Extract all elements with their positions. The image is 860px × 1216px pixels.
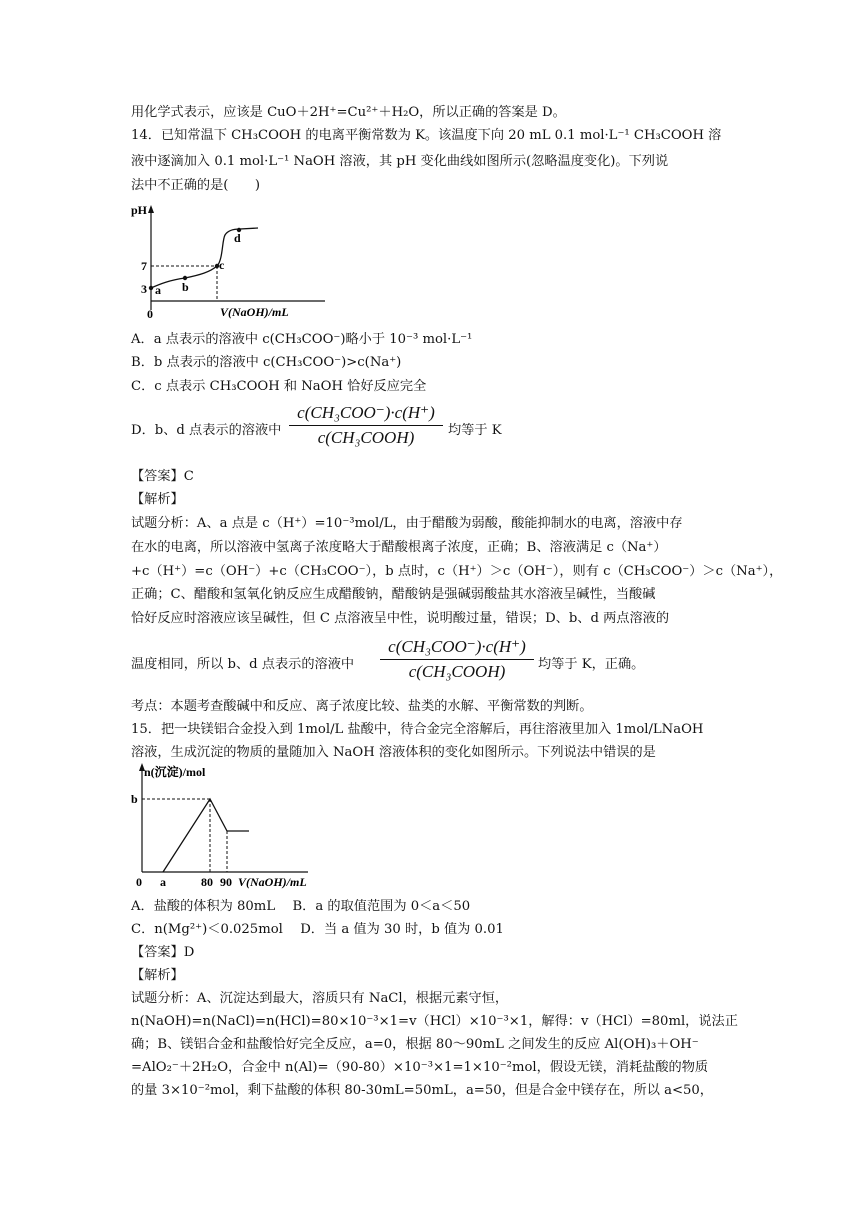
- point-label-d: d: [234, 231, 241, 245]
- formula-denominator: c(CH₃COOH): [317, 428, 415, 447]
- analysis-heading: 【解析】: [131, 968, 184, 983]
- formula-denominator: c(CH₃COOH): [408, 662, 506, 681]
- ph-titration-graph: [130, 200, 330, 325]
- tick-a: a: [160, 875, 166, 889]
- question-14-text: 法中不正确的是( ): [131, 178, 260, 193]
- analysis-text: 恰好反应时溶液应该呈碱性，但 C 点溶液呈中性，说明酸过量，错误；D、b、d 两点溶液的: [131, 611, 670, 626]
- tick-90: 90: [220, 875, 232, 889]
- option-a: A．a 点表示的溶液中 c(CH₃COO⁻)略小于 10⁻³ mol·L⁻¹: [131, 332, 473, 347]
- text-line: 用化学式表示，应该是 CuO＋2H⁺=Cu²⁺＋H₂O，所以正确的答案是 D。: [131, 105, 566, 120]
- x-axis-label: V(NaOH)/mL: [238, 875, 307, 889]
- point-label-c: c: [219, 258, 225, 272]
- formula-numerator: c(CH₃COO⁻)·c(H⁺): [388, 637, 526, 656]
- option-c: C．c 点表示 CH₃COOH 和 NaOH 恰好反应完全: [131, 379, 427, 394]
- question-14-text: 14．已知常温下 CH₃COOH 的电离平衡常数为 K。该温度下向 20 mL 0.1 mol·L⁻¹ CH₃COOH 溶: [131, 128, 722, 143]
- analysis-text: 的量 3×10⁻²mol，剩下盐酸的体积 80-30mL=50mL，a=50，但是合金中镁存在，所以 a<50，: [131, 1083, 713, 1098]
- k-formula: [289, 402, 443, 449]
- k-formula: [380, 636, 534, 683]
- analysis-text: 正确；C、醋酸和氢氧化钠反应生成醋酸钠，醋酸钠是强碱弱酸盐其水溶液呈碱性，当酸碱: [131, 587, 656, 602]
- question-15-text: 溶液，生成沉淀的物质的量随加入 NaOH 溶液体积的变化如图所示。下列说法中错误的是: [131, 745, 656, 760]
- option-d-suffix: 均等于 K: [448, 423, 502, 438]
- y-axis-label: n(沉淀)/mol: [144, 765, 206, 779]
- answer-15: 【答案】D: [131, 945, 195, 960]
- formula-numerator: c(CH₃COO⁻)·c(H⁺): [297, 403, 435, 422]
- question-15-text: 15．把一块镁铝合金投入到 1mol/L 盐酸中，待合金完全溶解后，再往溶液里加入 1mol/LNaOH: [131, 722, 704, 737]
- point-label-a: a: [155, 283, 161, 297]
- point-label-b: b: [182, 280, 189, 294]
- analysis-text: 温度相同，所以 b、d 点表示的溶液中: [131, 657, 355, 672]
- analysis-text: 试题分析：A、a 点是 c（H⁺）=10⁻³mol/L，由于醋酸为弱酸，酸能抑制水的电离，溶液中存: [131, 516, 683, 531]
- analysis-text: 均等于 K，正确。: [538, 657, 645, 672]
- tick-3: 3: [141, 282, 147, 296]
- origin-label: 0: [136, 875, 142, 889]
- x-axis-label: V(NaOH)/mL: [220, 305, 289, 319]
- tick-b: b: [131, 792, 138, 806]
- analysis-text: 在水的电离，所以溶液中氢离子浓度略大于醋酸根离子浓度，正确；B、溶液满足 c（Na⁺）: [131, 540, 667, 555]
- origin-label: 0: [147, 307, 153, 321]
- tick-7: 7: [141, 259, 147, 273]
- analysis-text: n(NaOH)=n(NaCl)=n(HCl)=80×10⁻³×1=v（HCl）×10⁻³×1，解得：v（HCl）=80ml，说法正: [131, 1014, 738, 1029]
- analysis-text: =AlO₂⁻＋2H₂O，合金中 n(Al)=（90-80）×10⁻³×1=1×10⁻²mol，假设无镁，消耗盐酸的物质: [131, 1060, 709, 1075]
- options-15: A．盐酸的体积为 80mL B．a 的取值范围为 0＜a＜50: [131, 899, 471, 914]
- options-15: C．n(Mg²⁺)＜0.025mol D．当 a 值为 30 时，b 值为 0.01: [131, 922, 504, 937]
- question-14-text: 液中逐滴加入 0.1 mol·L⁻¹ NaOH 溶液，其 pH 变化曲线如图所示(忽略温度变化)。下列说: [131, 154, 669, 169]
- y-axis-label: pH: [131, 203, 148, 217]
- precipitate-graph: [128, 760, 318, 895]
- option-b: B．b 点表示的溶液中 c(CH₃COO⁻)>c(Na⁺): [131, 355, 402, 370]
- analysis-heading: 【解析】: [131, 492, 184, 507]
- key-point: 考点：本题考查酸碱中和反应、离子浓度比较、盐类的水解、平衡常数的判断。: [131, 699, 593, 714]
- analysis-text: +c（H⁺）=c（OH⁻）+c（CH₃COO⁻），b 点时，c（H⁺）＞c（OH⁻），则有 c（CH₃COO⁻）＞c（Na⁺），: [131, 564, 783, 579]
- answer-14: 【答案】C: [131, 469, 194, 484]
- option-d-prefix: D．b、d 点表示的溶液中: [131, 423, 282, 438]
- analysis-text: 确；B、镁铝合金和盐酸恰好完全反应，a=0，根据 80～90mL 之间发生的反应 Al(OH)₃＋OH⁻: [131, 1037, 699, 1052]
- tick-80: 80: [201, 875, 213, 889]
- analysis-text: 试题分析：A、沉淀达到最大，溶质只有 NaCl，根据元素守恒，: [131, 991, 509, 1006]
